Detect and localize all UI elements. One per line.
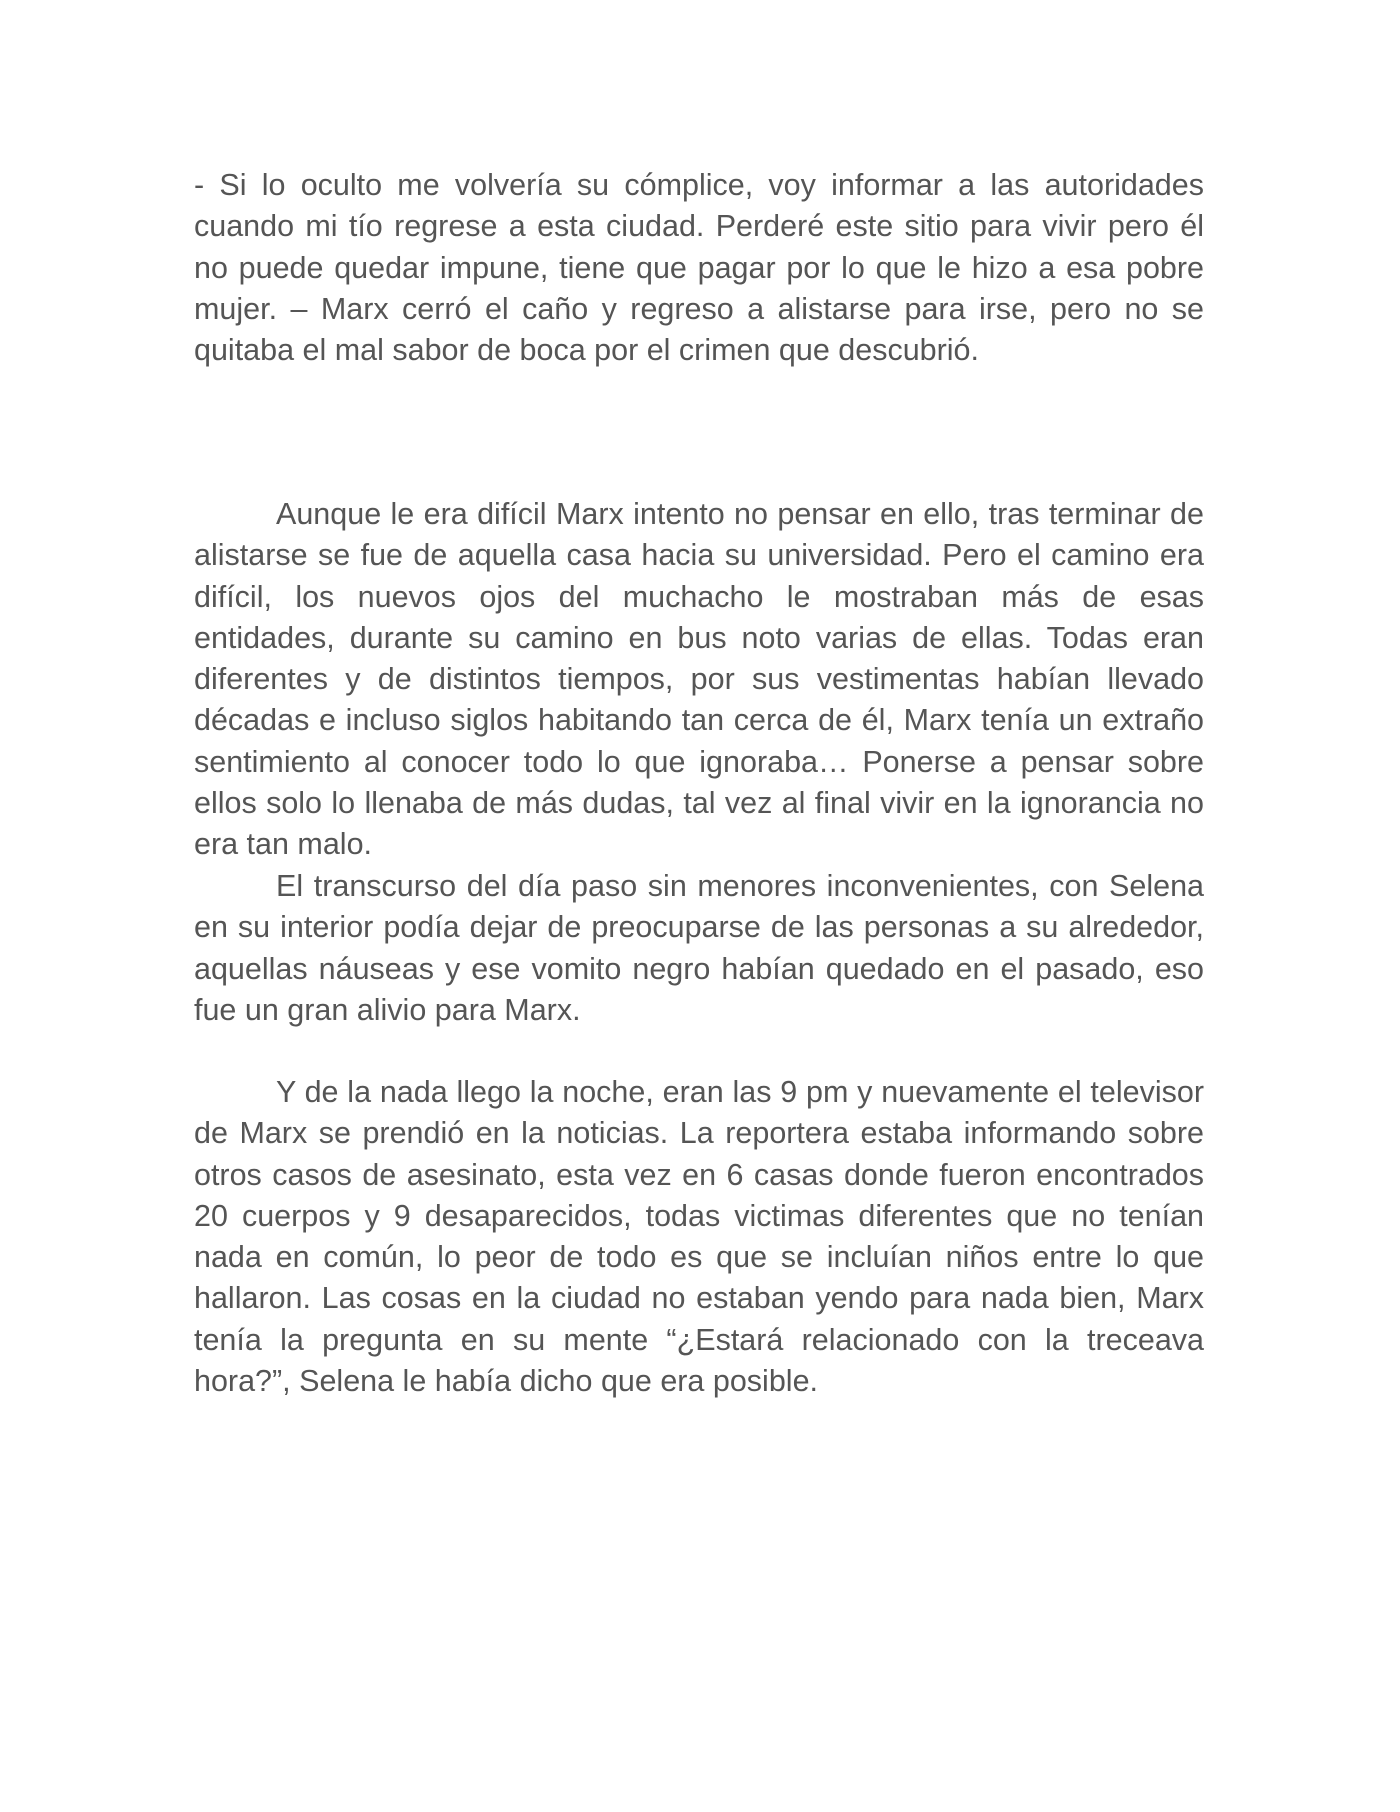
paragraph-1: - Si lo oculto me volvería su cómplice, voy informar a las autoridades cuando mi tío regrese a esta ciudad. Perderé este sitio para vivir pero él no puede quedar impune, tiene que pagar por lo que le hizo a esa pobre mujer. – Marx cerró el caño y regreso a alistarse para irse, pero no se quitaba el mal sabor de boca por el crimen que descubrió. — [194, 168, 1204, 368]
paragraph-4: Y de la nada llego la noche, eran las 9 pm y nuevamente el televisor de Marx se prendió en la noticias. La reportera estaba informando sobre otros casos de asesinato, esta vez en 6 casas donde fueron encontrados 20 cuerpos y 9 desaparecidos, todas victimas diferentes que no tenían nada en común, lo peor de todo es que se incluían niños entre lo que hallaron. Las cosas en la ciudad no estaban yendo para nada bien, Marx tenía la pregunta en su mente “¿Estará relacionado con la treceava hora?”, Selena le había dicho que era posible. — [194, 1075, 1204, 1399]
paragraph-3: El transcurso del día paso sin menores inconvenientes, con Selena en su interior podía dejar de preocuparse de las personas a su alrededor, aquellas náuseas y ese vomito negro habían quedado en el pasado, eso fue un gran alivio para Marx. — [194, 869, 1204, 1027]
paragraph-2: Aunque le era difícil Marx intento no pensar en ello, tras terminar de alistarse se fue de aquella casa hacia su universidad. Pero el camino era difícil, los nuevos ojos del muchacho le mostraban más de esas entidades, durante su camino en bus noto varias de ellas. Todas eran diferentes y de distintos tiempos, por sus vestimentas habían llevado décadas e incluso siglos habitando tan cerca de él, Marx tenía un extraño sentimiento al conocer todo lo que ignoraba… Ponerse a pensar sobre ellos solo lo llenaba de más dudas, tal vez al final vivir en la ignorancia no era tan malo. — [194, 497, 1204, 862]
